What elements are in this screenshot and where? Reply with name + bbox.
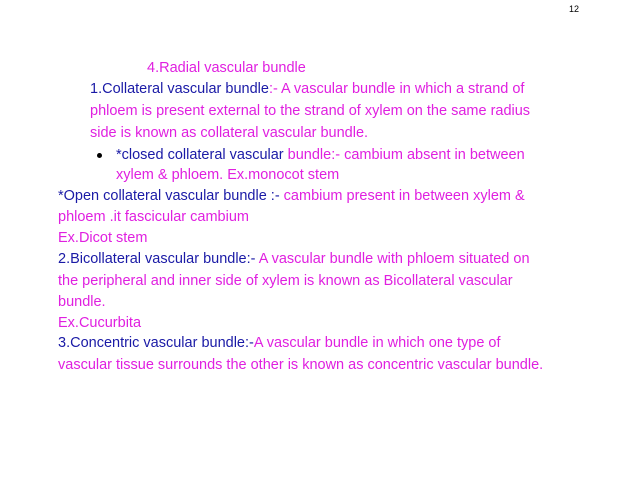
- bicollateral-line-3: bundle.: [58, 294, 106, 310]
- closed-collateral-definition-start: bundle:- cambium absent in between: [287, 147, 525, 163]
- concentric-line-1: [58, 334, 501, 352]
- page-number: 12: [569, 4, 580, 14]
- collateral-line-3: side is known as collateral vascular bundle.: [90, 125, 369, 141]
- radial-heading: 4.Radial vascular bundle: [147, 60, 306, 76]
- concentric-line-2: vascular tissue surrounds the other is known as concentric vascular bundle.: [58, 357, 544, 373]
- bicollateral-line-1: [58, 250, 530, 268]
- bicollateral-term: 2.Bicollateral vascular bundle:-: [58, 251, 256, 267]
- collateral-term: 1.Collateral vascular bundle: [90, 81, 269, 97]
- open-collateral-definition-start: cambium present in between xylem &: [279, 188, 525, 204]
- bicollateral-definition-start: A vascular bundle with phloem situated on: [255, 251, 530, 267]
- closed-collateral-term: *closed collateral vascular: [116, 147, 288, 163]
- closed-collateral-line-2: xylem & phloem. Ex.monocot stem: [116, 167, 340, 183]
- collateral-separator: :-: [268, 81, 282, 97]
- open-collateral-line-2: phloem .it fascicular cambium: [58, 209, 249, 225]
- bicollateral-line-2: the peripheral and inner side of xylem is known as Bicollateral vascular: [58, 273, 513, 289]
- collateral-line-1: [90, 80, 524, 98]
- bicollateral-example: Ex.Cucurbita: [58, 315, 142, 331]
- collateral-line-2: phloem is present external to the strand of xylem on the same radius: [90, 103, 531, 119]
- open-collateral-term: *Open collateral vascular bundle :-: [58, 188, 280, 204]
- bullet-icon: [97, 153, 102, 158]
- collateral-definition-start: A vascular bundle in which a strand of: [281, 81, 525, 97]
- concentric-term: 3.Concentric vascular bundle:-: [58, 335, 254, 351]
- closed-collateral-line-1: [116, 146, 525, 164]
- open-collateral-example: Ex.Dicot stem: [58, 230, 148, 246]
- concentric-definition-start: A vascular bundle in which one type of: [253, 335, 501, 351]
- open-collateral-line-1: [58, 187, 525, 205]
